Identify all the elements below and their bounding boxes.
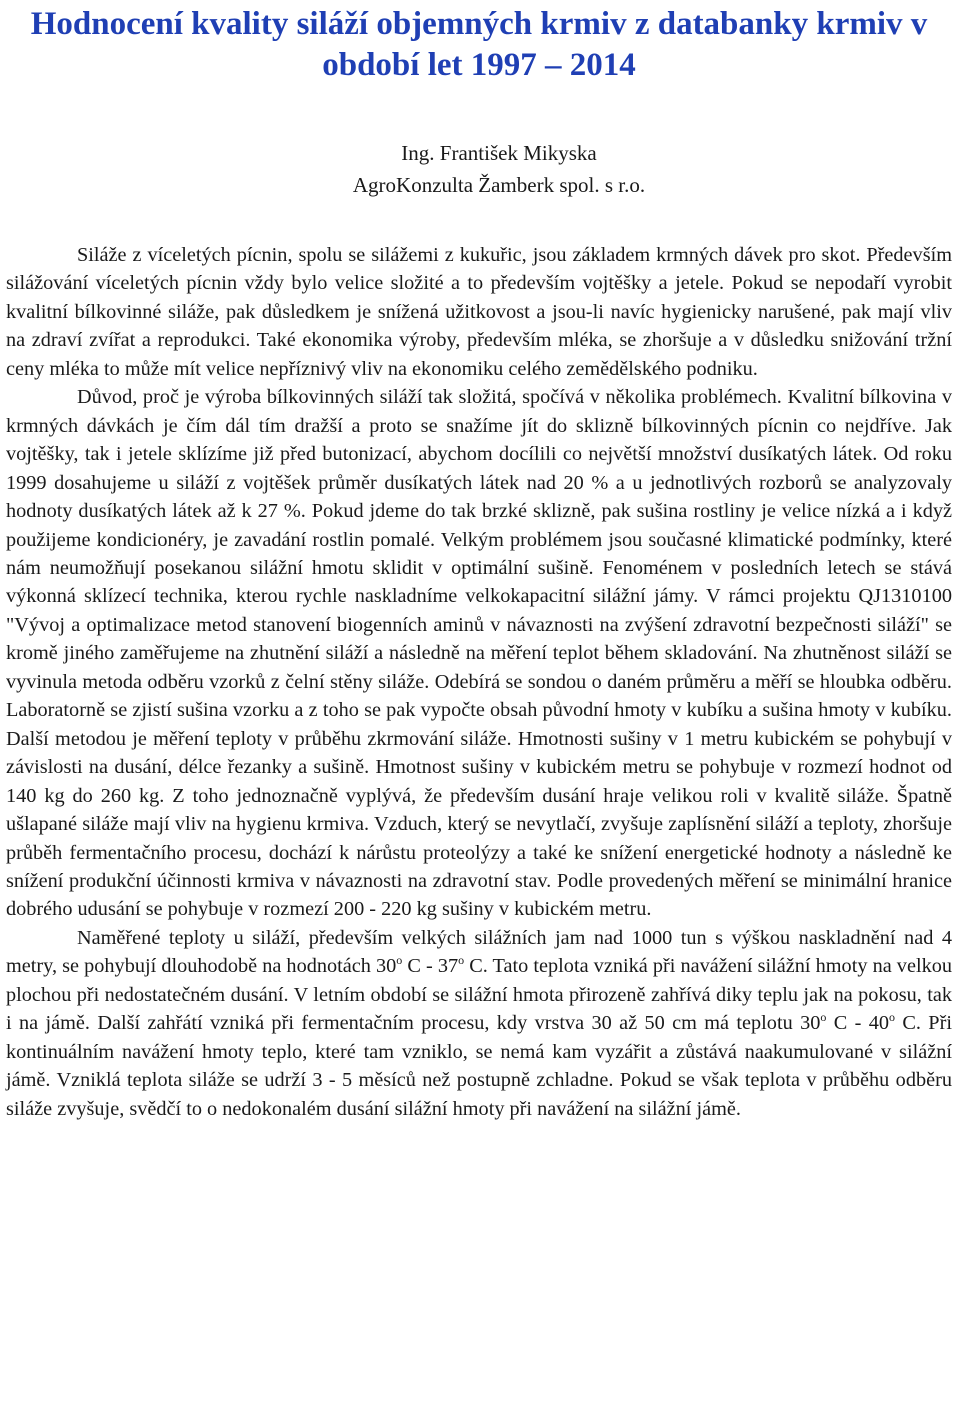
degree-superscript: o (396, 953, 403, 968)
paragraph-intro (6, 241, 952, 383)
paragraph-text: Siláže z víceletých pícnin, spolu se silážemi z kukuřic, jsou základem krmných dávek pro skot. Především silážování víceletých pícnin vždy bylo velice složité a to především vojtěšky a jetele. Pokud se nepodaří vyrobit kvalitní bílkovinné siláže, pak důsledkem je snížená užitkovost a jsou-li navíc hygienicky narušené, pak mají vliv na zdraví zvířat a reprodukci. Také ekonomika výroby, především mléka, se zhoršuje a v důsledku snižování tržní ceny mléka to může mít velice nepříznivý vliv na ekonomiku celého zemědělského podniku. (6, 244, 952, 380)
author-affiliation: AgroKonzulta Žamberk spol. s r.o. (352, 173, 646, 197)
paragraph-reasons (6, 383, 952, 924)
paragraph-text: C - 40 (826, 1012, 889, 1035)
paragraph-text: C. Při kontinuálním navážení hmoty teplo, které tam vzniklo, se nemá kam vyzářit a zůstává naakumulované v silážní jámě. Vzniklá teplota siláže se udrží 3 - 5 měsíců než postupně zchladne. Pokud se však teplota v průběhu odběru siláže zvyšuje, svědčí to o nedokonalém dusání silážní hmoty při navážení na silážní jámě. (6, 1012, 952, 1120)
paragraph-text: Důvod, proč je výroba bílkovinných siláží tak složitá, spočívá v několika problémech. Kvalitní bílkovina v krmných dávkách je čím dál tím dražší a proto se snažíme jít do sklizně bílkovinných pícnin co nejdříve. Jak vojtěšky, tak i jetele sklízíme již před butonizací, abychom docílili co největší množství dusíkatých látek. Od roku 1999 dosahujeme u siláží z vojtěšek průměr dusíkatých látek nad 20 % a u jednotlivých rozborů se analyzovaly hodnoty dusíkatých látek až k 27 %. Pokud jdeme do tak brzké sklizně, pak sušina rostliny je velice nízká a i když použijeme kondicionéry, je zavadání rostlin pomalé. Velkým problémem jsou současné klimatické podmínky, které nám neumožňují posekanou silážní hmotu sklidit v optimální sušině. Fenoménem v posledních letech se stává výkonná sklízecí technika, kterou rychle naskladníme velkokapacitní silážní jámy. V rámci projektu QJ1310100 "Vývoj a optimalizace metod stanovení biogenních aminů v návaznosti na zvýšení zdravotní bezpečnosti siláží" se kromě jiného zaměřujeme na zhutnění siláží a následně na měření teplot během skladování. Na zhutněnost siláží se vyvinula metoda odběru vzorků z čelní stěny siláže. Odebírá se sondou o daném průměru a měří se hloubka odběru. Laboratorně se zjistí sušina vzorku a z toho se pak vypočte obsah původní hmoty v kubíku a sušina hmoty v kubíku. Další metodou je měření teploty v průběhu zkrmování siláže. Hmotnosti sušiny v 1 metru kubickém se pohybují v závislosti na dusání, délce řezanky a sušině. Hmotnost sušiny v kubickém metru se pohybuje v rozmezí hodnot od 140 kg do 260 kg. Z toho jednoznačně vyplývá, že především dusání hraje velikou roli v kvalitě siláže. Špatně ušlapané siláže mají vliv na hygienu krmiva. Vzduch, který se nevytlačí, zvyšuje zaplísnění siláží a teploty, zhoršuje průběh fermentačního procesu, dochází k nárůstu proteolýzy a také ke snížení energetické hodnoty a následně ke snížení produkční účinnosti krmiva v návaznosti na zdravotní stav. Podle provedených měření se minimální hranice dobrého udusání se pohybuje v rozmezí 200 - 220 kg sušiny v kubickém metru. (6, 386, 952, 921)
paragraph-text: C - 37 (402, 955, 459, 978)
degree-superscript: o (889, 1010, 895, 1025)
paragraph-text: Naměřené teploty u siláží, především velkých silážních jam nad 1000 tun s výškou naskladnění nad 4 metry, se pohybují dlouhodobě na hodnotách 30 (6, 926, 952, 978)
author-name: Ing. František Mikyska (401, 141, 597, 165)
degree-superscript: o (458, 953, 465, 968)
author-block (6, 137, 952, 201)
degree-superscript: o (820, 1010, 827, 1025)
paragraph-temperatures (6, 924, 952, 1123)
paragraph-text: C. Tato teplota vzniká při navážení silážní hmoty na velkou plochou při nedostatečném dusání. V letním období se silážní hmota přirozeně zahřívá diky teplu jak na pokosu, tak i na jámě. Další zahřátí vzniká při fermentačním procesu, kdy vrstva 30 až 50 cm má teplotu 30 (6, 955, 953, 1035)
document-body (6, 241, 952, 1123)
document-title: Hodnocení kvality siláží objemných krmiv z databanky krmiv v období let 1997 – 2014 (30, 6, 928, 83)
